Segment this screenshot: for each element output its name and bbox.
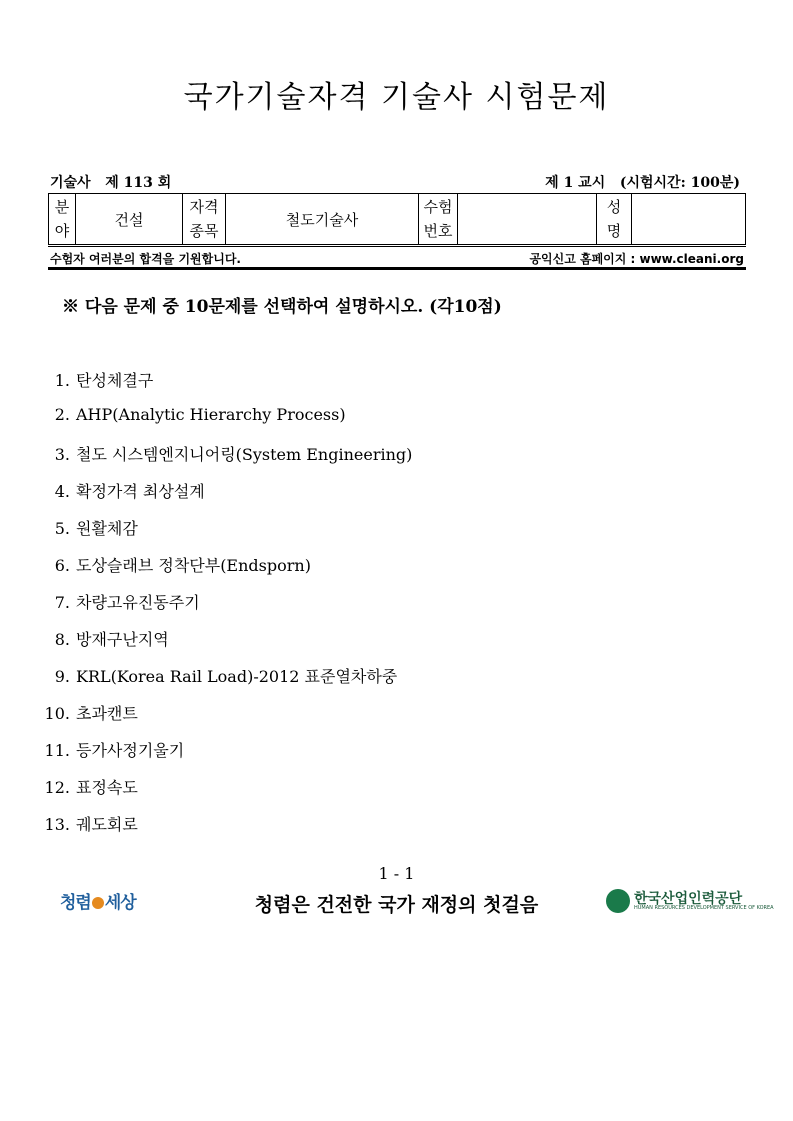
page-number: 1 - 1	[378, 864, 415, 883]
exam-number-label: 수험 번호	[419, 194, 458, 245]
question-item: 4. 확정가격 최상설계	[54, 482, 205, 501]
category-label: 자격 종목	[183, 194, 226, 245]
question-item: 12. 표정속도	[44, 778, 138, 797]
question-item: 11. 등가사정기울기	[44, 741, 185, 760]
document-title: 국가기술자격 기술사 시험문제	[183, 80, 610, 115]
note-row	[48, 250, 746, 268]
field-value: 건설	[76, 194, 183, 245]
exam-info-row	[48, 172, 746, 192]
question-item: 10. 초과캔트	[44, 704, 138, 723]
hrdk-logo-name: 한국산업인력공단	[634, 891, 743, 907]
exam-number-value	[458, 194, 597, 245]
hrdk-logo	[606, 888, 774, 914]
instruction: ※ 다음 문제 중 10문제를 선택하여 설명하시오. (각10점)	[62, 297, 502, 317]
question-item: 5. 원활체감	[54, 519, 138, 538]
question-item: 3. 철도 시스템엔지니어링(System Engineering)	[54, 445, 413, 464]
question-item: 8. 방재구난지역	[54, 630, 169, 649]
exam-session: 제 1 교시 (시험시간: 100분)	[545, 175, 740, 191]
integrity-world-logo: 청렴 세상	[60, 893, 136, 913]
name-label: 성 명	[597, 194, 632, 245]
question-item: 2. AHP(Analytic Hierarchy Process)	[54, 405, 346, 424]
question-list	[40, 368, 412, 849]
question-item: 7. 차량고유진동주기	[54, 593, 200, 612]
field-label: 분 야	[49, 194, 76, 245]
question-item: 9. KRL(Korea Rail Load)-2012 표준열차하중	[54, 667, 398, 686]
question-item: 6. 도상슬래브 정착단부(Endsporn)	[54, 556, 311, 575]
good-luck-note: 수험자 여러분의 합격을 기원합니다.	[50, 252, 241, 266]
exam-round: 기술사 제 113 회	[50, 175, 172, 191]
thick-divider	[48, 267, 746, 270]
footer-slogan: 청렴은 건전한 국가 재정의 첫걸음	[254, 894, 539, 916]
homepage-note: 공익신고 홈페이지 : www.cleani.org	[529, 252, 744, 266]
question-item: 13. 궤도회로	[44, 815, 138, 834]
hrdk-logo-subtitle: HUMAN RESOURCES DEVELOPMENT SERVICE OF KOREA	[634, 905, 774, 911]
candidate-info-table	[48, 193, 746, 245]
hrdk-emblem-icon	[606, 889, 630, 913]
divider	[48, 246, 746, 247]
question-item: 1. 탄성체결구	[54, 371, 154, 390]
name-value	[632, 194, 746, 245]
category-value: 철도기술사	[226, 194, 419, 245]
